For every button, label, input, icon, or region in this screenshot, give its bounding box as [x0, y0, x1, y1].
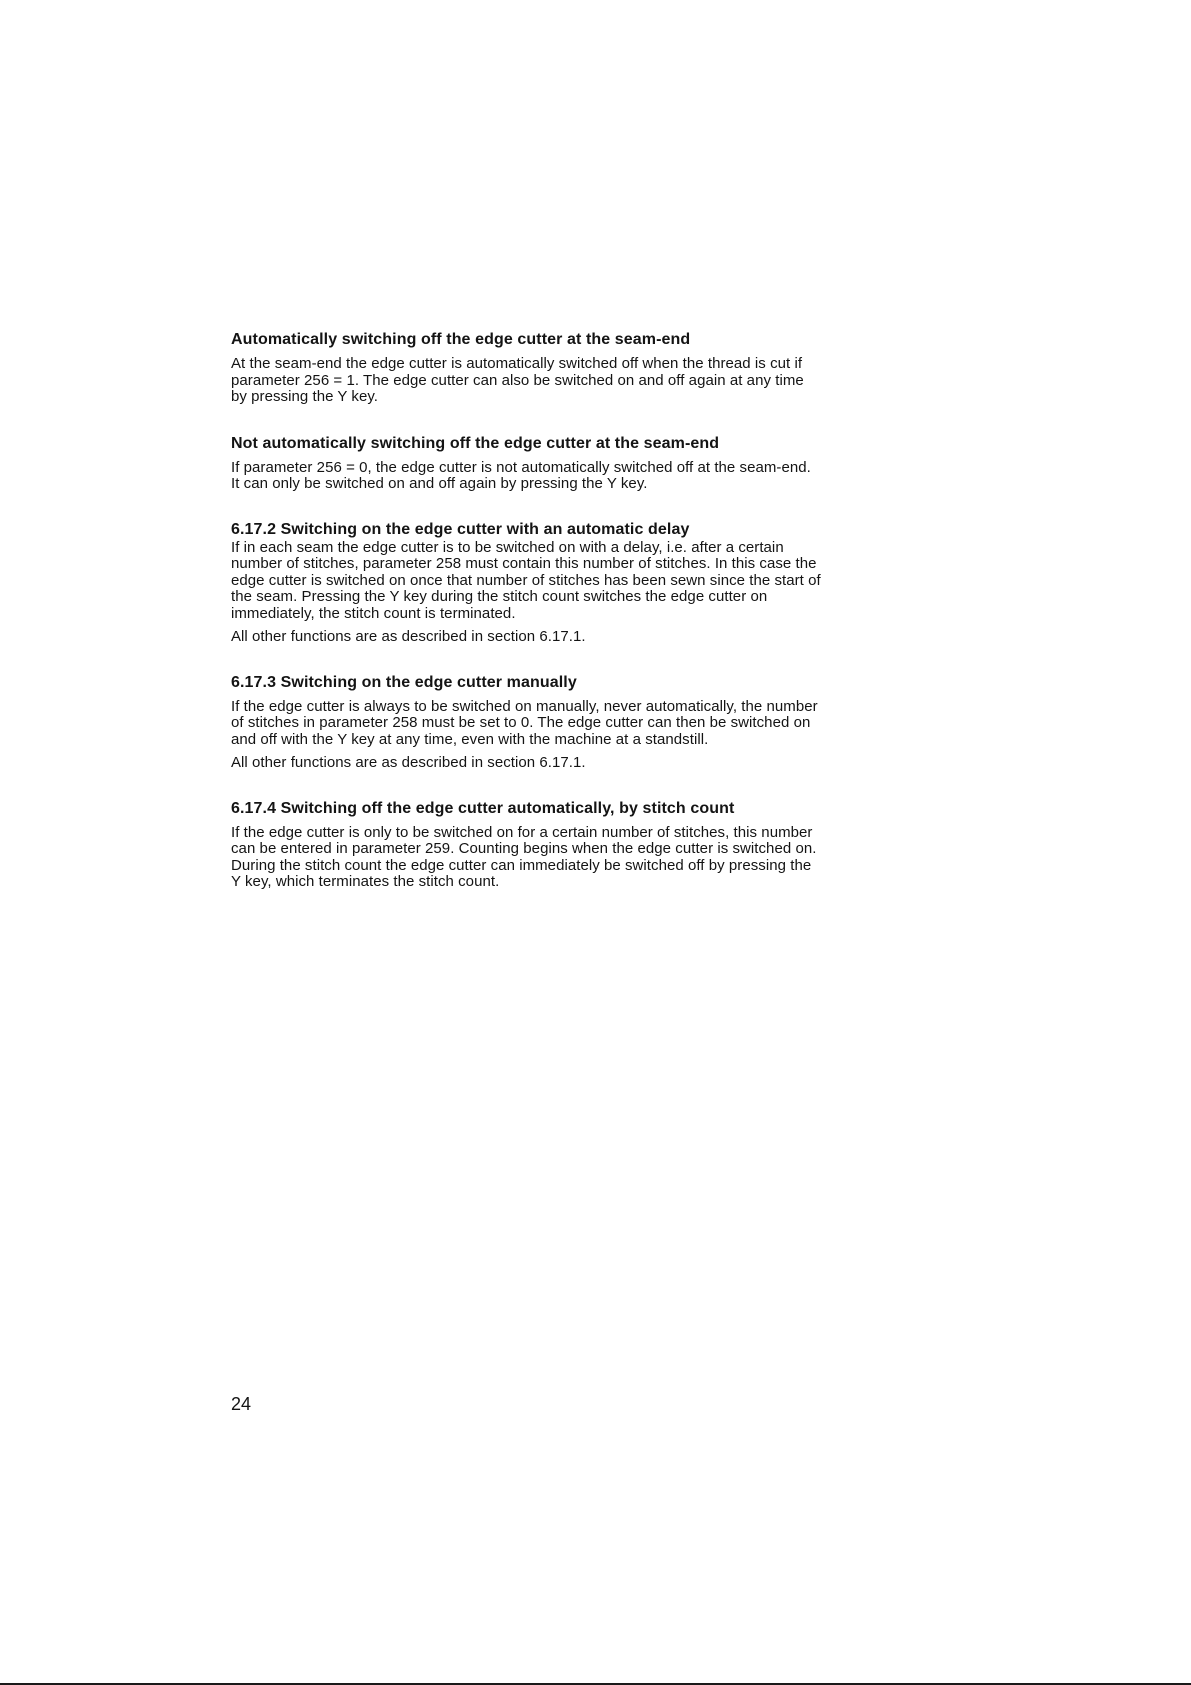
- section-auto-switch-off: [231, 330, 911, 406]
- section-6-17-2: [231, 520, 911, 646]
- section-paragraph: All other functions are as described in section 6.17.1.: [231, 754, 586, 771]
- section-paragraph: If the edge cutter is always to be switched on manually, never automatically, the number of stitches in parameter 258 must be set to 0. The edge cutter can then be switched on and off with the Y key at any time, even with the machine at a standstill.: [231, 697, 818, 748]
- section-paragraph: If parameter 256 = 0, the edge cutter is not automatically switched off at the seam-end. It can only be switched on and off again by pressing the Y key.: [231, 458, 811, 492]
- section-6-17-4: [231, 799, 911, 891]
- section-not-auto-switch-off: [231, 434, 911, 493]
- section-paragraph: At the seam-end the edge cutter is automatically switched off when the thread is cut if parameter 256 = 1. The edge cutter can also be switched on and off again at any time by pressing the Y key.: [231, 355, 804, 405]
- section-heading: 6.17.2 Switching on the edge cutter with an automatic delay: [231, 520, 690, 538]
- section-paragraph: All other functions are as described in section 6.17.1.: [231, 628, 586, 645]
- section-paragraph: If in each seam the edge cutter is to be switched on with a delay, i.e. after a certain number of stitches, parameter 258 must contain this number of stitches. In this case the edge cutter is switched on once that number of stitches has been sewn since the start of the seam. Pressing the Y key during the stitch count switches the edge cutter on immediately, the stitch count is terminated.: [231, 538, 821, 622]
- section-heading: 6.17.3 Switching on the edge cutter manually: [231, 673, 577, 691]
- page-number: 24: [231, 1394, 252, 1414]
- section-heading: Not automatically switching off the edge cutter at the seam-end: [231, 434, 720, 452]
- section-heading: 6.17.4 Switching off the edge cutter automatically, by stitch count: [231, 799, 735, 817]
- page-content: [231, 330, 911, 898]
- section-6-17-3: [231, 673, 911, 772]
- section-heading: Automatically switching off the edge cutter at the seam-end: [231, 331, 691, 348]
- section-paragraph: If the edge cutter is only to be switched on for a certain number of stitches, this number can be entered in parameter 259. Counting begins when the edge cutter is switched on. During the stitch count the edge cutter can immediately be switched off by pressing the Y key, which terminates the stitch count.: [231, 823, 817, 890]
